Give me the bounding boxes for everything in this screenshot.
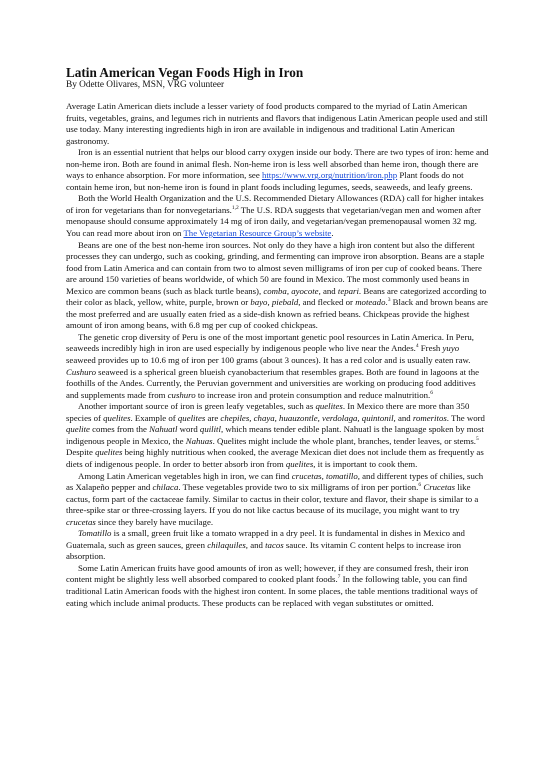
text-run: word xyxy=(177,424,200,435)
body-paragraph xyxy=(66,528,490,563)
italic-term: romeritos xyxy=(412,412,447,423)
italic-term: bayo xyxy=(250,297,268,308)
text-run: , which means tender edible plant. Nahuatl is the language spoken by most indigenous people in Mexico, the xyxy=(66,424,484,446)
footnote-ref: 4 xyxy=(415,343,419,350)
italic-term: ayocote xyxy=(291,285,319,296)
italic-term: crucetas xyxy=(66,516,96,527)
article-body xyxy=(66,101,490,609)
text-run: and xyxy=(248,539,266,550)
text-run: Some Latin American fruits have good amounts of iron as well; however, if they are consumed fresh, their iron content might be slightly less well absorbed compared to cooked plant foods. xyxy=(66,562,469,585)
footnote-ref: 5 xyxy=(475,435,479,442)
footnote-ref: 1,2 xyxy=(231,205,239,211)
italic-term: chepiles, chaya, huauzontle, verdolaga, quintonil, xyxy=(220,412,396,423)
text-run: In the following table, you can find traditional Latin American foods with the highest iron content. In some places, the table mentions traditional ways of eating which include animal products. These products can be replaced with vegan substitutes or omitted. xyxy=(66,574,478,608)
text-run: Black and brown beans are the most preferred and are usually eaten fried as a side-dish known as refried beans. Chickpeas provide the highest amount of iron among beans, with 6.8 mg per cup of cooked chickpeas. xyxy=(66,297,488,331)
article-byline: By Odette Olivares, MSN, VRG volunteer xyxy=(66,80,225,90)
text-run: , it is important to cook them. xyxy=(313,458,418,469)
italic-term: moteado xyxy=(355,297,386,308)
text-run: are xyxy=(205,412,221,423)
text-run: The U.S. RDA suggests that vegetarian/vegan men and women after menopause should consume approximately 14 mg of iron daily, and vegetarian/vegan premenopausal women 32 mg. You can read more about iron on xyxy=(66,204,481,239)
body-paragraph xyxy=(66,193,490,239)
hyperlink[interactable]: https://www.vrg.org/nutrition/iron.php xyxy=(261,170,398,181)
text-run: Among Latin American vegetables high in iron, we can find xyxy=(78,470,292,481)
text-run: , xyxy=(267,297,272,308)
italic-term: quilitl xyxy=(199,424,221,435)
italic-term: Tomatillo xyxy=(78,528,112,539)
text-run: . Example of xyxy=(130,412,178,423)
article-title: Latin American Vegan Foods High in Iron xyxy=(66,65,304,80)
italic-term: quelites xyxy=(177,412,206,423)
body-paragraph xyxy=(66,332,490,401)
body-paragraph xyxy=(66,563,490,609)
text-run: seaweed is a spherical green blueish cyanobacterium that resembles grapes. Both are found in lagoons at the foothills of the Andes. Currently, the Peruvian government and universities are working on producing food additives and supplements made from xyxy=(66,366,480,400)
text-run: since they barely have mucilage. xyxy=(95,516,214,527)
italic-term: quelites xyxy=(315,401,343,412)
text-run: and different types of chilies, such as Xalapeño pepper and xyxy=(66,470,484,493)
text-run: Another important source of iron is green leafy vegetables, such as xyxy=(78,401,316,412)
body-paragraph xyxy=(66,401,490,470)
italic-term: Nahuatl xyxy=(149,424,178,435)
italic-term: Cushuro xyxy=(66,366,96,377)
text-run: Both the World Health Organization and the U.S. Recommended Dietary Allowances (RDA) call for higher intakes of iron for vegetarians than for nonvegetarians. xyxy=(66,193,484,215)
footnote-ref: 6 xyxy=(430,389,433,396)
body-paragraph xyxy=(66,240,490,332)
text-run: Average Latin American diets include a lesser variety of food products compared to the myriad of Latin American fruits, vegetables, grains, and legumes rich in nutrients and flavors that indigenous Latin American people used and still use today. Many interesting ingredients high in iron are available in indigenous and traditional Latin American gastronomy. xyxy=(66,101,488,146)
text-run: sauce. Its vitamin C content helps to increase iron absorption. xyxy=(66,539,462,562)
text-run: . xyxy=(385,297,388,308)
footnote-ref: 3 xyxy=(387,297,391,304)
italic-term: chilaca xyxy=(152,482,179,493)
text-run: Fresh xyxy=(418,343,443,354)
text-run: being highly nutritious when cooked, the average Mexican diet does not include them as frequently as diets of indigenous people. In order to better absorb iron from xyxy=(66,447,484,469)
italic-term: Nahuas xyxy=(185,435,213,446)
text-run: , xyxy=(286,285,292,296)
text-run: . The word xyxy=(446,412,485,423)
italic-term: tacos xyxy=(265,539,284,550)
body-paragraph xyxy=(66,147,490,193)
text-run: . xyxy=(331,228,334,239)
text-run: . Beans are categorized according to their color as black, yellow, white, purple, brown or xyxy=(66,285,487,308)
text-run: , and flecked or xyxy=(298,297,356,308)
text-run: Plant foods do not contain heme iron, but non-heme iron is found in plant foods including legumes, seeds, seaweeds, and leafy greens. xyxy=(66,170,473,192)
italic-term: Crucetas xyxy=(423,482,456,493)
text-run: Iron is an essential nutrient that helps our blood carry oxygen inside our body. There are two types of iron: heme and non-heme iron. Both are found in animal flesh. Non-heme iron is less well absorbed than heme iron, though there are ways to enhance absorption. For more information, see xyxy=(66,147,489,181)
italic-term: quelites xyxy=(95,447,123,458)
italic-term: yuyo xyxy=(442,343,460,354)
footnote-ref: 6 xyxy=(418,482,422,489)
footnote-ref: 7 xyxy=(337,574,341,581)
italic-term: chilaquiles, xyxy=(207,539,248,550)
italic-term: quelites xyxy=(285,458,314,469)
text-run: Despite xyxy=(66,447,96,458)
text-run: comes from the xyxy=(89,424,150,435)
italic-term: tepari xyxy=(337,285,359,296)
text-run: s, xyxy=(318,470,326,481)
italic-term: cruceta xyxy=(291,470,319,481)
hyperlink[interactable]: The Vegetarian Resource Group’s website xyxy=(183,228,332,239)
italic-term: tomatillo, xyxy=(325,470,360,481)
italic-term: quelite xyxy=(66,424,90,435)
body-paragraph xyxy=(66,471,490,529)
text-run: like cactus, form part of the cactaceae family. Similar to cactus in their color, texture and flavor, their shape is similar to a three-spike star or three-crossing layers. If you do not like cactus because of its mucilage, you might want to try xyxy=(66,482,479,516)
text-run: is a small, green fruit like a tomato wrapped in a dry peel. It is fundamental in dishes in Mexico and Guatemala, such as green sauces, green xyxy=(66,528,465,550)
text-run: . These vegetables provide two to six milligrams of iron per portion. xyxy=(178,482,419,493)
italic-term: piebald xyxy=(271,297,299,308)
body-paragraph xyxy=(66,101,490,147)
italic-term: cushuro xyxy=(167,389,196,400)
italic-term: comba xyxy=(263,285,287,296)
text-run: . Quelites might include the whole plant, branches, tender leaves, or stems. xyxy=(212,435,476,446)
text-run: to increase iron and protein consumption and reduce malnutrition. xyxy=(195,389,431,400)
text-run: and xyxy=(395,412,413,423)
text-run: Beans are one of the best non-heme iron sources. Not only do they have a high iron content but also the different processes they can undergo, such as cooking, grinding, and fermenting can improve iron absorption. Beans are a staple food from Latin America and can contain from two to almost seven milligrams of iron per cup of cooked beans. There are around 150 varieties of beans worldwide, of which 50 are found in Mexico. The most commonly used beans in Mexico are common beans (such as black turtle beans), xyxy=(66,239,485,296)
text-run: seaweed provides up to 10.6 mg of iron per 100 grams (about 3 ounces). It has a red color and is usually eaten raw. xyxy=(66,355,471,366)
italic-term: quelites xyxy=(103,412,131,423)
text-run: , and xyxy=(318,285,338,296)
text-run: The genetic crop diversity of Peru is one of the most important genetic pool resources in Latin America. In Peru, seaweeds incredibly high in iron are used especially by indigenous people who live near the Andes. xyxy=(66,331,474,354)
text-run: . In Mexico there are more than 350 species of xyxy=(66,401,470,423)
